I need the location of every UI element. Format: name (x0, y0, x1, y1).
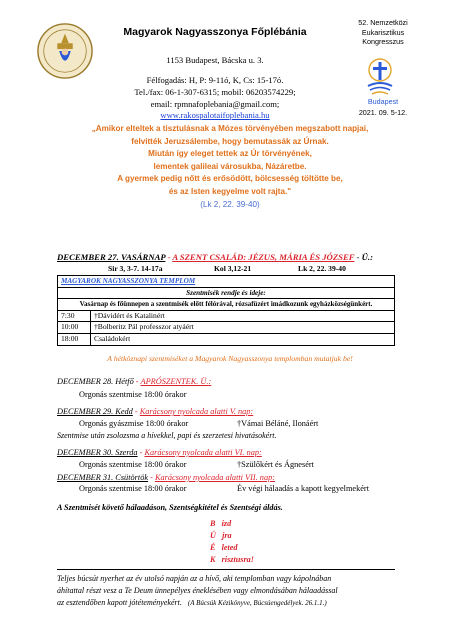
mass-order-heading: Szentmisék rendje és ideje: (58, 287, 395, 299)
acrostic-line (210, 543, 238, 552)
day-intention: †Vámai Béláné, Ilonáért (237, 419, 319, 428)
sunday-suffix: - Ü.: (354, 252, 373, 262)
mass-time: 10:00 (58, 322, 91, 334)
table-row (58, 276, 395, 288)
sunday-feast: A SZENT CSALÁD: JÉZUS, MÁRIA ÉS JÓZSEF (172, 252, 355, 262)
congress-line-1: 52. Nemzetközi (358, 18, 408, 27)
day-date: DECEMBER 31. Csütörtök (57, 473, 149, 482)
gospel-quote (50, 123, 410, 211)
congress-title (347, 18, 419, 47)
acrostic-rest: leted (221, 543, 238, 552)
indulgence-line-3-row (57, 597, 407, 609)
day-date: DECEMBER 30. Szerda (57, 448, 138, 457)
day-mass: Orgonás szentmise 18:00 órakor (79, 390, 187, 399)
acrostic-letter: B (210, 519, 216, 528)
day-sep: - (133, 377, 141, 386)
acrostic-rest: risztusra! (221, 555, 254, 564)
day-heading-dec-30 (57, 448, 262, 457)
parish-name: Magyarok Nagyasszonya Főplébánia (123, 26, 307, 38)
day-mass: Orgonás gyászmise 18:00 órakor (79, 419, 189, 428)
acrostic-letter: É (210, 543, 216, 552)
table-row (58, 299, 395, 311)
rosary-note: Vasárnap és főünnepen a szentmisék előtt félórával, rózsafüzért imádkozunk egyházközségünkért. (58, 299, 395, 311)
mass-time: 7:30 (58, 310, 91, 322)
acrostic-rest: jra (222, 531, 232, 540)
day-mass: Orgonás szentmise 18:00 órakor (79, 484, 187, 493)
parish-logo-icon (36, 22, 94, 80)
congress-dates: 2021. 09. 5-12. (358, 108, 408, 117)
indulgence-line-3: az esztendőben kapott jótéteményekért. (57, 598, 182, 607)
divider (57, 569, 395, 570)
congress-line-3: Kongresszus (362, 37, 404, 46)
acrostic-line (210, 531, 232, 540)
day-intention: †Szülőkért és Ágnesért (237, 460, 314, 469)
quote-line-5: A gyermek pedig nőtt és erősödött, bölcsesség töltötte be, (117, 174, 343, 184)
day-sep: - (148, 473, 155, 482)
day-heading-dec-31 (57, 473, 275, 482)
table-row (58, 322, 395, 334)
quote-line-1: „Amikor elteltek a tisztulásnak a Mózes törvényében megszabott napjai, (91, 124, 369, 133)
phone-numbers: Tel./fax: 06-1-307-6315; mobil: 06203574229; (134, 87, 296, 97)
acrostic-line (210, 555, 254, 564)
mass-intention: †Dávidért és Katalinért (91, 310, 395, 322)
day-date: DECEMBER 29. Kedd (57, 407, 133, 416)
indulgence-line-1: Teljes búcsút nyerhet az év utolsó napján az a hívő, aki templomban vagy kápolnában (57, 574, 332, 583)
acrostic-letter: K (210, 555, 216, 564)
day-heading-dec-29 (57, 407, 253, 416)
day-sep: - (132, 407, 140, 416)
indulgence-note (57, 573, 407, 609)
congress-line-2: Eukarisztikus (361, 27, 405, 37)
website-link[interactable]: www.rakospalotaifoplebania.hu (160, 110, 270, 120)
mass-time: 18:00 (58, 333, 91, 345)
website-link-row (100, 110, 330, 120)
day-feast: APRÓSZENTEK. Ü.: (140, 377, 212, 386)
parish-address: 1153 Budapest, Bácska u. 3. (166, 55, 264, 65)
day-extra-note: Szentmise után zsolozsma a hívekkel, papi és szerzetesi hivatásokért. (57, 431, 277, 440)
day-feast: Karácsony nyolcada alatti VII. nap: (154, 473, 276, 482)
quote-line-3: Miután így eleget tettek az Úr törvényének, (148, 149, 312, 159)
sunday-date: DECEMBER 27. VASÁRNAP (57, 252, 166, 262)
day-heading-dec-28 (57, 377, 211, 386)
acrostic-rest: izd (221, 519, 232, 528)
email-address: email: rpmnafoplebania@gmail.com; (150, 99, 280, 109)
table-row (58, 287, 395, 299)
day-mass: Orgonás szentmise 18:00 órakor (79, 460, 187, 469)
quote-line-6: és az Isten kegyelme volt rajta." (168, 186, 292, 196)
day-intention: Év végi hálaadás a kapott kegyelmekért (237, 484, 370, 493)
congress-info (347, 96, 419, 118)
quote-line-2: felvitték Jeruzsálembe, hogy bemutassák az Úrnak. (131, 136, 329, 146)
congress-city: Budapest (367, 97, 399, 106)
mass-schedule-table (57, 275, 395, 346)
quote-reference: (Lk 2, 22. 39-40) (200, 199, 260, 209)
day-date: DECEMBER 28. Hétfő (57, 377, 134, 386)
mass-intention: Családokért (91, 333, 395, 345)
office-hours: Félfogadás: H, P: 9-11ó, K, Cs: 15-17ó. (146, 75, 284, 85)
acrostic-letter: Ú (210, 531, 216, 540)
acrostic-line (210, 519, 231, 528)
mass-intention: †Bolberitz Pál professzor atyáért (91, 322, 395, 334)
indulgence-source: (A Búcsúk Kézikönyve, Búcsúengedélyek. 26.1.1.) (187, 599, 327, 607)
table-row (58, 310, 395, 322)
church-name: MAGYAROK NAGYASSZONYA TEMPLOM (58, 276, 395, 288)
indulgence-line-2: áhítattal részt vesz a Te Deum ünnepélyes éneklésében vagy elmondásában hálaadással (57, 586, 338, 595)
day-feast: Karácsony nyolcada alatti VI. nap: (144, 448, 262, 457)
congress-logo-icon (362, 56, 398, 96)
reading-2: Kol 3,12-21 (214, 264, 252, 273)
reading-1: Sir 3, 3-7. 14-17a (108, 264, 163, 273)
weekday-notice: A hétköznapi szentmiséket a Magyarok Nagyasszonya templomban mutatjuk be! (107, 354, 353, 363)
table-row (58, 333, 395, 345)
sunday-dash: - (165, 252, 173, 262)
quote-line-4: lementek galileai városukba, Názáretbe. (153, 161, 307, 171)
blessing-note: A Szentmisét követő hálaadáson, Szentségkitétel és Szentségi áldás. (57, 503, 283, 512)
day-sep: - (137, 448, 145, 457)
sunday-heading (57, 252, 417, 262)
day-feast: Karácsony nyolcada alatti V. nap: (139, 407, 254, 416)
reading-3: Lk 2, 22. 39-40 (298, 264, 346, 273)
